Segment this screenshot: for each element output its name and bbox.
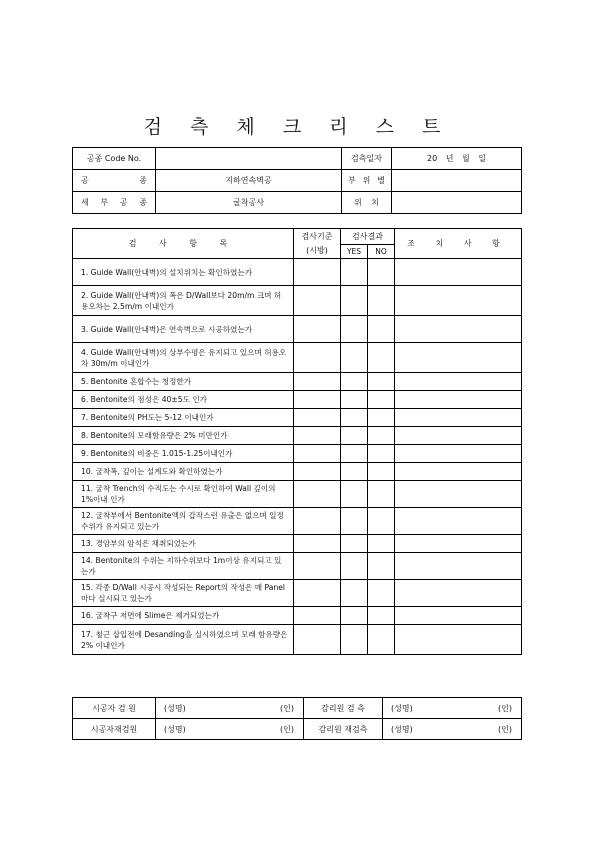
action-cell[interactable]	[395, 607, 522, 625]
standard-cell[interactable]	[294, 409, 341, 427]
standard-cell[interactable]	[294, 463, 341, 481]
seal-text: (인)	[280, 703, 294, 713]
standard-cell[interactable]	[294, 343, 341, 373]
checklist-row	[73, 286, 522, 316]
yes-cell[interactable]	[341, 463, 368, 481]
no-cell[interactable]	[368, 391, 395, 409]
date-field[interactable]: 20 년 월 일	[392, 148, 522, 170]
yes-cell[interactable]	[341, 535, 368, 553]
standard-cell[interactable]	[294, 508, 341, 535]
checklist-row	[73, 409, 522, 427]
checklist-row	[73, 463, 522, 481]
no-cell[interactable]	[368, 427, 395, 445]
no-cell[interactable]	[368, 409, 395, 427]
checklist-item-text: 14. Bentonite의 수위는 지하수위보다 1m이상 유지되고 있는가	[73, 553, 294, 580]
contractor-inspector-label: 시공자 검 원	[73, 698, 156, 719]
info-table	[72, 147, 522, 214]
action-cell[interactable]	[395, 259, 522, 286]
seal-text: (인)	[498, 703, 512, 713]
location-field[interactable]	[392, 192, 522, 214]
yes-cell[interactable]	[341, 373, 368, 391]
action-cell[interactable]	[395, 445, 522, 463]
yes-cell[interactable]	[341, 625, 368, 655]
supervisor-inspection-label: 감리원 검 측	[304, 698, 383, 719]
yes-cell[interactable]	[341, 343, 368, 373]
page-title: 검 측 체 크 리 스 트	[143, 116, 452, 138]
checklist-row	[73, 580, 522, 607]
checklist-table	[72, 228, 522, 655]
checklist-item-text: 6. Bentonite의 점성은 40±5도 인가	[73, 391, 294, 409]
yes-cell[interactable]	[341, 553, 368, 580]
action-cell[interactable]	[395, 427, 522, 445]
no-cell[interactable]	[368, 373, 395, 391]
action-cell[interactable]	[395, 373, 522, 391]
no-cell[interactable]	[368, 481, 395, 508]
work-field[interactable]: 지하연속벽공	[156, 170, 342, 192]
action-cell[interactable]	[395, 391, 522, 409]
standard-cell[interactable]	[294, 259, 341, 286]
yes-cell[interactable]	[341, 481, 368, 508]
action-cell[interactable]	[395, 481, 522, 508]
contractor-inspector-sign[interactable]	[156, 698, 304, 719]
contractor-reinspector-label: 시공자재검원	[73, 719, 156, 740]
action-cell[interactable]	[395, 535, 522, 553]
standard-cell[interactable]	[294, 373, 341, 391]
yes-cell[interactable]	[341, 409, 368, 427]
checklist-item-text: 7. Bentonite의 PH도는 5-12 이내인가	[73, 409, 294, 427]
part-label: 부 위 별	[342, 170, 392, 192]
yes-cell[interactable]	[341, 259, 368, 286]
checklist-item-text: 1. Guide Wall(안내벽)의 설치위치는 확인하였는가	[73, 259, 294, 286]
col-no-header: NO	[368, 245, 395, 259]
checklist-item-text: 5. Bentonite 혼합수는 청정한가	[73, 373, 294, 391]
supervisor-inspection-sign[interactable]	[383, 698, 522, 719]
checklist-row	[73, 316, 522, 343]
no-cell[interactable]	[368, 343, 395, 373]
detail-field[interactable]: 굴착공사	[156, 192, 342, 214]
yes-cell[interactable]	[341, 607, 368, 625]
name-text: (성명)	[164, 703, 186, 713]
name-text: (성명)	[391, 703, 413, 713]
no-cell[interactable]	[368, 535, 395, 553]
checklist-row	[73, 445, 522, 463]
work-label: 공 종	[73, 170, 156, 192]
yes-cell[interactable]	[341, 445, 368, 463]
code-field[interactable]	[156, 148, 342, 170]
checklist-row	[73, 391, 522, 409]
checklist-row	[73, 625, 522, 655]
seal-text: (인)	[498, 724, 512, 734]
checklist-item-text: 11. 굴착 Trench의 수직도는 수시로 확인하여 Wall 깊이의 1%이내 인가	[73, 481, 294, 508]
action-cell[interactable]	[395, 580, 522, 607]
checklist-item-text: 13. 경암부의 암석은 채취되었는가	[73, 535, 294, 553]
checklist-row	[73, 481, 522, 508]
supervisor-reinspection-label: 감리원 재검측	[304, 719, 383, 740]
standard-cell[interactable]	[294, 535, 341, 553]
no-cell[interactable]	[368, 580, 395, 607]
no-cell[interactable]	[368, 316, 395, 343]
no-cell[interactable]	[368, 607, 395, 625]
standard-cell[interactable]	[294, 391, 341, 409]
yes-cell[interactable]	[341, 316, 368, 343]
location-label: 위 치	[342, 192, 392, 214]
checklist-row	[73, 373, 522, 391]
checklist-item-text: 3. Guide Wall(안내벽)은 연속벽으로 시공하였는가	[73, 316, 294, 343]
no-cell[interactable]	[368, 625, 395, 655]
yes-cell[interactable]	[341, 427, 368, 445]
checklist-item-text: 15. 각종 D/Wall 시공시 작성되는 Report의 작성은 매 Panel마다 실시되고 있는가	[73, 580, 294, 607]
checklist-item-text: 17. 철근 삽입전에 Desanding을 실시하였으며 모래 함유량은 2% 이내인가	[73, 625, 294, 655]
standard-cell[interactable]	[294, 625, 341, 655]
standard-cell[interactable]	[294, 580, 341, 607]
no-cell[interactable]	[368, 553, 395, 580]
standard-cell[interactable]	[294, 607, 341, 625]
name-text: (성명)	[391, 724, 413, 734]
no-cell[interactable]	[368, 259, 395, 286]
checklist-item-text: 16. 굴착구 저면에 Slime은 제거되었는가	[73, 607, 294, 625]
action-cell[interactable]	[395, 553, 522, 580]
action-cell[interactable]	[395, 463, 522, 481]
checklist-row	[73, 259, 522, 286]
signature-table	[72, 697, 522, 740]
action-cell[interactable]	[395, 316, 522, 343]
action-cell[interactable]	[395, 409, 522, 427]
checklist-row	[73, 427, 522, 445]
yes-cell[interactable]	[341, 286, 368, 316]
yes-cell[interactable]	[341, 580, 368, 607]
checklist-row	[73, 553, 522, 580]
checklist-item-text: 9. Bentonite의 비중은 1.015-1.25이내인가	[73, 445, 294, 463]
code-label: 공종 Code No.	[73, 148, 156, 170]
col-result-header: 검사결과	[341, 229, 395, 245]
no-cell[interactable]	[368, 445, 395, 463]
col-item-header: 검 사 항 목	[73, 229, 294, 259]
supervisor-reinspection-sign[interactable]	[383, 719, 522, 740]
checklist-row	[73, 343, 522, 373]
yes-cell[interactable]	[341, 508, 368, 535]
date-label: 검측일자	[342, 148, 392, 170]
seal-text: (인)	[280, 724, 294, 734]
yes-cell[interactable]	[341, 391, 368, 409]
detail-label: 세 부 공 종	[73, 192, 156, 214]
checklist-item-text: 2. Guide Wall(안내벽)의 폭은 D/Wall보다 20m/m 크며 허용오차는 2.5m/m 이내인가	[73, 286, 294, 316]
standard-cell[interactable]	[294, 316, 341, 343]
action-cell[interactable]	[395, 625, 522, 655]
col-action-header: 조 치 사 항	[395, 229, 522, 259]
action-cell[interactable]	[395, 343, 522, 373]
standard-cell[interactable]	[294, 445, 341, 463]
col-standard-header: 검사기준 (시방)	[294, 229, 341, 259]
checklist-row	[73, 607, 522, 625]
checklist-row	[73, 535, 522, 553]
no-cell[interactable]	[368, 463, 395, 481]
no-cell[interactable]	[368, 286, 395, 316]
checklist-item-text: 12. 굴착부에서 Bentonite액의 갑작스런 유출은 없으며 일정수위가 유지되고 있는가	[73, 508, 294, 535]
action-cell[interactable]	[395, 508, 522, 535]
standard-cell[interactable]	[294, 427, 341, 445]
checklist-item-text: 10. 굴착폭, 깊이는 설계도와 확인하였는가	[73, 463, 294, 481]
col-yes-header: YES	[341, 245, 368, 259]
checklist-row	[73, 508, 522, 535]
name-text: (성명)	[164, 724, 186, 734]
standard-cell[interactable]	[294, 286, 341, 316]
no-cell[interactable]	[368, 508, 395, 535]
standard-cell[interactable]	[294, 553, 341, 580]
action-cell[interactable]	[395, 286, 522, 316]
contractor-reinspector-sign[interactable]	[156, 719, 304, 740]
checklist-item-text: 4. Guide Wall(안내벽)의 상부수평은 유지되고 있으며 허용오차 30m/m 이내인가	[73, 343, 294, 373]
part-field[interactable]	[392, 170, 522, 192]
standard-cell[interactable]	[294, 481, 341, 508]
checklist-item-text: 8. Bentonite의 모래함유량은 2% 미만인가	[73, 427, 294, 445]
